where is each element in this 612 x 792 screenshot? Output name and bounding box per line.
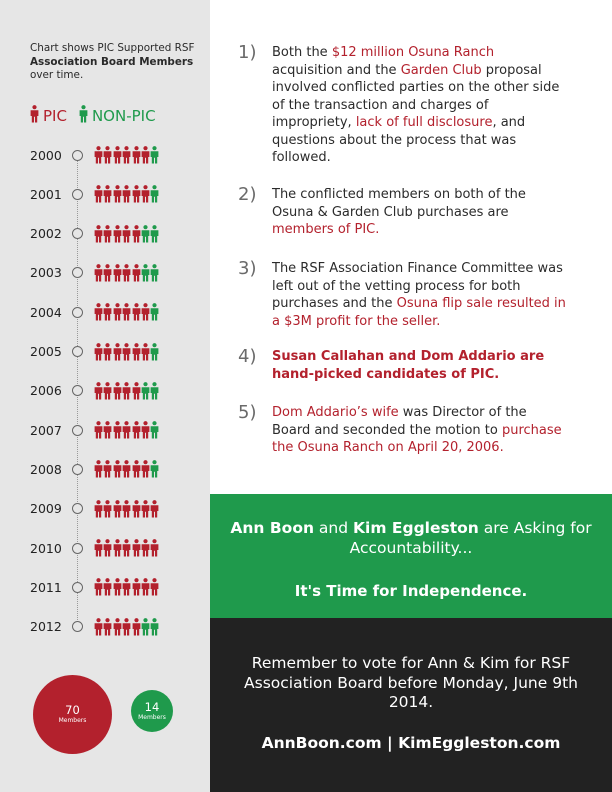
pic-member-icon xyxy=(113,421,122,439)
pic-member-icon xyxy=(122,460,131,478)
nonpic-member-icon xyxy=(150,618,159,636)
member-icons xyxy=(94,185,160,203)
member-icons xyxy=(94,578,160,596)
member-icons xyxy=(94,618,160,636)
sidebar xyxy=(0,0,210,792)
pic-member-icon xyxy=(132,343,141,361)
nonpic-member-icon xyxy=(150,185,159,203)
chart-row xyxy=(30,342,160,362)
pic-member-icon xyxy=(113,343,122,361)
point-item xyxy=(238,348,568,383)
legend-pic-person xyxy=(30,105,39,123)
nonpic-member-icon xyxy=(150,225,159,243)
independence-tagline: It's Time for Independence. xyxy=(294,582,528,600)
point-text: Susan Callahan and Dom Addario are hand-picked candidates of PIC. xyxy=(272,349,545,382)
pic-member-icon xyxy=(94,185,103,203)
person-icon-nonpic xyxy=(79,105,88,127)
pic-member-icon xyxy=(94,343,103,361)
point-text: Dom Addario’s wife was Director of the Board and seconded the motion to purchase the Osuna Ranch on April 20, 2006. xyxy=(272,405,562,455)
year-label: 2012 xyxy=(30,619,62,635)
pic-member-icon xyxy=(103,146,112,164)
pic-member-icon xyxy=(122,618,131,636)
pic-member-icon xyxy=(94,303,103,321)
pic-member-icon xyxy=(141,146,150,164)
pic-member-icon xyxy=(122,500,131,518)
pic-member-icon xyxy=(94,382,103,400)
pic-member-icon xyxy=(103,539,112,557)
pic-total-number: 70 xyxy=(65,703,80,717)
point-text: Both the $12 million Osuna Ranch acquisition and the Garden Club proposal involved conflicted parties on the other side of the transaction and charges of impropriety, lack of full disclosure, and questions about the process that was followed. xyxy=(272,45,560,165)
pic-member-icon xyxy=(132,539,141,557)
pic-member-icon xyxy=(113,264,122,282)
pic-member-icon xyxy=(122,421,131,439)
point-number: 1) xyxy=(238,42,257,63)
pic-member-icon xyxy=(94,421,103,439)
pic-member-icon xyxy=(141,421,150,439)
point-text: The conflicted members on both of the Osuna & Garden Club purchases are members of PIC. xyxy=(272,187,526,237)
nonpic-member-icon xyxy=(141,618,150,636)
timeline-node xyxy=(72,425,83,436)
point-number: 3) xyxy=(238,258,257,279)
timeline-node xyxy=(72,228,83,239)
chart-row xyxy=(30,145,160,165)
nonpic-member-icon xyxy=(150,343,159,361)
year-label: 2001 xyxy=(30,186,62,202)
timeline-node xyxy=(72,503,83,514)
pic-member-icon xyxy=(113,303,122,321)
pic-member-icon xyxy=(132,382,141,400)
pic-member-icon xyxy=(132,146,141,164)
pic-member-icon xyxy=(132,500,141,518)
timeline-node xyxy=(72,307,83,318)
nonpic-member-icon xyxy=(150,264,159,282)
pic-member-icon xyxy=(122,539,131,557)
timeline-node xyxy=(72,189,83,200)
vote-message: Remember to vote for Ann & Kim for RSF Association Board before Monday, June 9th 2014. xyxy=(244,654,578,711)
pic-member-icon xyxy=(141,343,150,361)
pic-member-icon xyxy=(103,264,112,282)
pic-member-icon xyxy=(103,578,112,596)
pic-member-icon xyxy=(150,578,159,596)
chart-caption: Chart shows PIC Supported RSF Association Board Members over time. xyxy=(30,42,195,81)
pic-member-icon xyxy=(122,146,131,164)
chart-legend xyxy=(30,106,156,126)
point-item xyxy=(238,404,568,457)
pic-member-icon xyxy=(113,382,122,400)
nonpic-member-icon xyxy=(150,146,159,164)
year-label: 2008 xyxy=(30,461,62,477)
accountability-text: Ann Boon and Kim Eggleston are Asking for Accountability... xyxy=(230,519,592,557)
chart-row xyxy=(30,538,160,558)
nonpic-member-icon xyxy=(150,382,159,400)
nonpic-total-bubble xyxy=(131,690,173,732)
year-label: 2002 xyxy=(30,226,62,242)
pic-member-icon xyxy=(94,578,103,596)
pic-member-icon xyxy=(132,460,141,478)
member-icons xyxy=(94,343,160,361)
pic-member-icon xyxy=(113,146,122,164)
pic-member-icon xyxy=(141,500,150,518)
pic-member-icon xyxy=(122,303,131,321)
year-label: 2010 xyxy=(30,540,62,556)
chart-row xyxy=(30,420,160,440)
nonpic-member-icon xyxy=(150,303,159,321)
pic-member-icon xyxy=(94,460,103,478)
member-icons xyxy=(94,264,160,282)
timeline-node xyxy=(72,267,83,278)
pic-member-icon xyxy=(141,460,150,478)
pic-member-icon xyxy=(132,421,141,439)
point-number: 2) xyxy=(238,184,257,205)
pic-member-icon xyxy=(103,185,112,203)
member-icons xyxy=(94,460,160,478)
member-icons xyxy=(94,146,160,164)
nonpic-member-icon xyxy=(150,421,159,439)
point-item xyxy=(238,186,568,239)
pic-member-icon xyxy=(103,382,112,400)
pic-member-icon xyxy=(122,185,131,203)
pic-member-icon xyxy=(122,343,131,361)
point-number: 4) xyxy=(238,346,257,367)
pic-member-icon xyxy=(150,539,159,557)
pic-member-icon xyxy=(113,618,122,636)
year-label: 2005 xyxy=(30,344,62,359)
pic-member-icon xyxy=(103,618,112,636)
pic-member-icon xyxy=(122,382,131,400)
pic-member-icon xyxy=(94,618,103,636)
member-icons xyxy=(94,500,160,518)
year-label: 2007 xyxy=(30,422,62,438)
pic-member-icon xyxy=(132,264,141,282)
year-label: 2003 xyxy=(30,265,62,281)
pic-member-icon xyxy=(103,303,112,321)
accountability-banner xyxy=(210,494,612,618)
pic-total-label: Members xyxy=(58,717,87,724)
pic-member-icon xyxy=(132,578,141,596)
pic-member-icon xyxy=(132,618,141,636)
pic-total-bubble xyxy=(33,675,112,754)
nonpic-total-number: 14 xyxy=(144,699,160,714)
member-icons xyxy=(94,539,160,557)
timeline-node xyxy=(72,543,83,554)
chart-row xyxy=(30,224,160,244)
legend-nonpic-label: NON-PIC xyxy=(91,107,156,125)
pic-member-icon xyxy=(122,264,131,282)
timeline-node xyxy=(72,346,83,357)
pic-member-icon xyxy=(122,578,131,596)
point-item xyxy=(238,44,568,167)
pic-member-icon xyxy=(103,421,112,439)
pic-member-icon xyxy=(94,539,103,557)
pic-member-icon xyxy=(94,146,103,164)
pic-member-icon xyxy=(94,225,103,243)
pic-member-icon xyxy=(113,578,122,596)
chart-row xyxy=(30,459,160,479)
pic-member-icon xyxy=(113,225,122,243)
timeline-node xyxy=(72,464,83,475)
pic-member-icon xyxy=(141,185,150,203)
pic-member-icon xyxy=(141,303,150,321)
vote-banner xyxy=(210,618,612,792)
pic-member-icon xyxy=(94,500,103,518)
nonpic-total-label: Members xyxy=(138,713,166,721)
year-label: 2004 xyxy=(30,304,62,320)
nonpic-member-icon xyxy=(150,460,159,478)
pic-member-icon xyxy=(103,500,112,518)
chart-row xyxy=(30,302,160,322)
pic-member-icon xyxy=(122,225,131,243)
year-label: 2009 xyxy=(30,501,62,517)
timeline-node xyxy=(72,385,83,396)
year-label: 2006 xyxy=(30,383,62,399)
pic-member-icon xyxy=(132,185,141,203)
pic-member-icon xyxy=(94,264,103,282)
chart-row xyxy=(30,577,160,597)
pic-member-icon xyxy=(103,460,112,478)
chart-row xyxy=(30,263,160,283)
legend-pic-label: PIC xyxy=(43,107,67,125)
chart-row xyxy=(30,381,160,401)
pic-member-icon xyxy=(103,225,112,243)
point-number: 5) xyxy=(238,402,257,423)
pic-member-icon xyxy=(141,539,150,557)
member-icons xyxy=(94,303,160,321)
campaign-websites[interactable]: AnnBoon.com | KimEggleston.com xyxy=(261,734,561,752)
pic-member-icon xyxy=(132,303,141,321)
point-text: The RSF Association Finance Committee was left out of the vetting process for both purchases and the Osuna flip sale resulted in a $3M profit for the seller. xyxy=(272,261,566,329)
member-icons xyxy=(94,382,160,400)
chart-row xyxy=(30,617,160,637)
pic-member-icon xyxy=(103,343,112,361)
pic-member-icon xyxy=(113,185,122,203)
person-icon-pic xyxy=(30,105,39,127)
legend-nonpic-person xyxy=(79,105,88,123)
year-label: 2011 xyxy=(30,579,62,595)
pic-member-icon xyxy=(150,500,159,518)
chart-row xyxy=(30,499,160,519)
point-item xyxy=(238,260,568,330)
member-icons xyxy=(94,225,160,243)
timeline-node xyxy=(72,582,83,593)
chart-row xyxy=(30,184,160,204)
nonpic-member-icon xyxy=(141,264,150,282)
pic-member-icon xyxy=(113,500,122,518)
member-icons xyxy=(94,421,160,439)
pic-member-icon xyxy=(141,578,150,596)
pic-member-icon xyxy=(113,460,122,478)
nonpic-member-icon xyxy=(141,382,150,400)
pic-member-icon xyxy=(113,539,122,557)
timeline-node xyxy=(72,621,83,632)
pic-member-icon xyxy=(132,225,141,243)
year-label: 2000 xyxy=(30,147,62,163)
nonpic-member-icon xyxy=(141,225,150,243)
timeline-node xyxy=(72,150,83,161)
